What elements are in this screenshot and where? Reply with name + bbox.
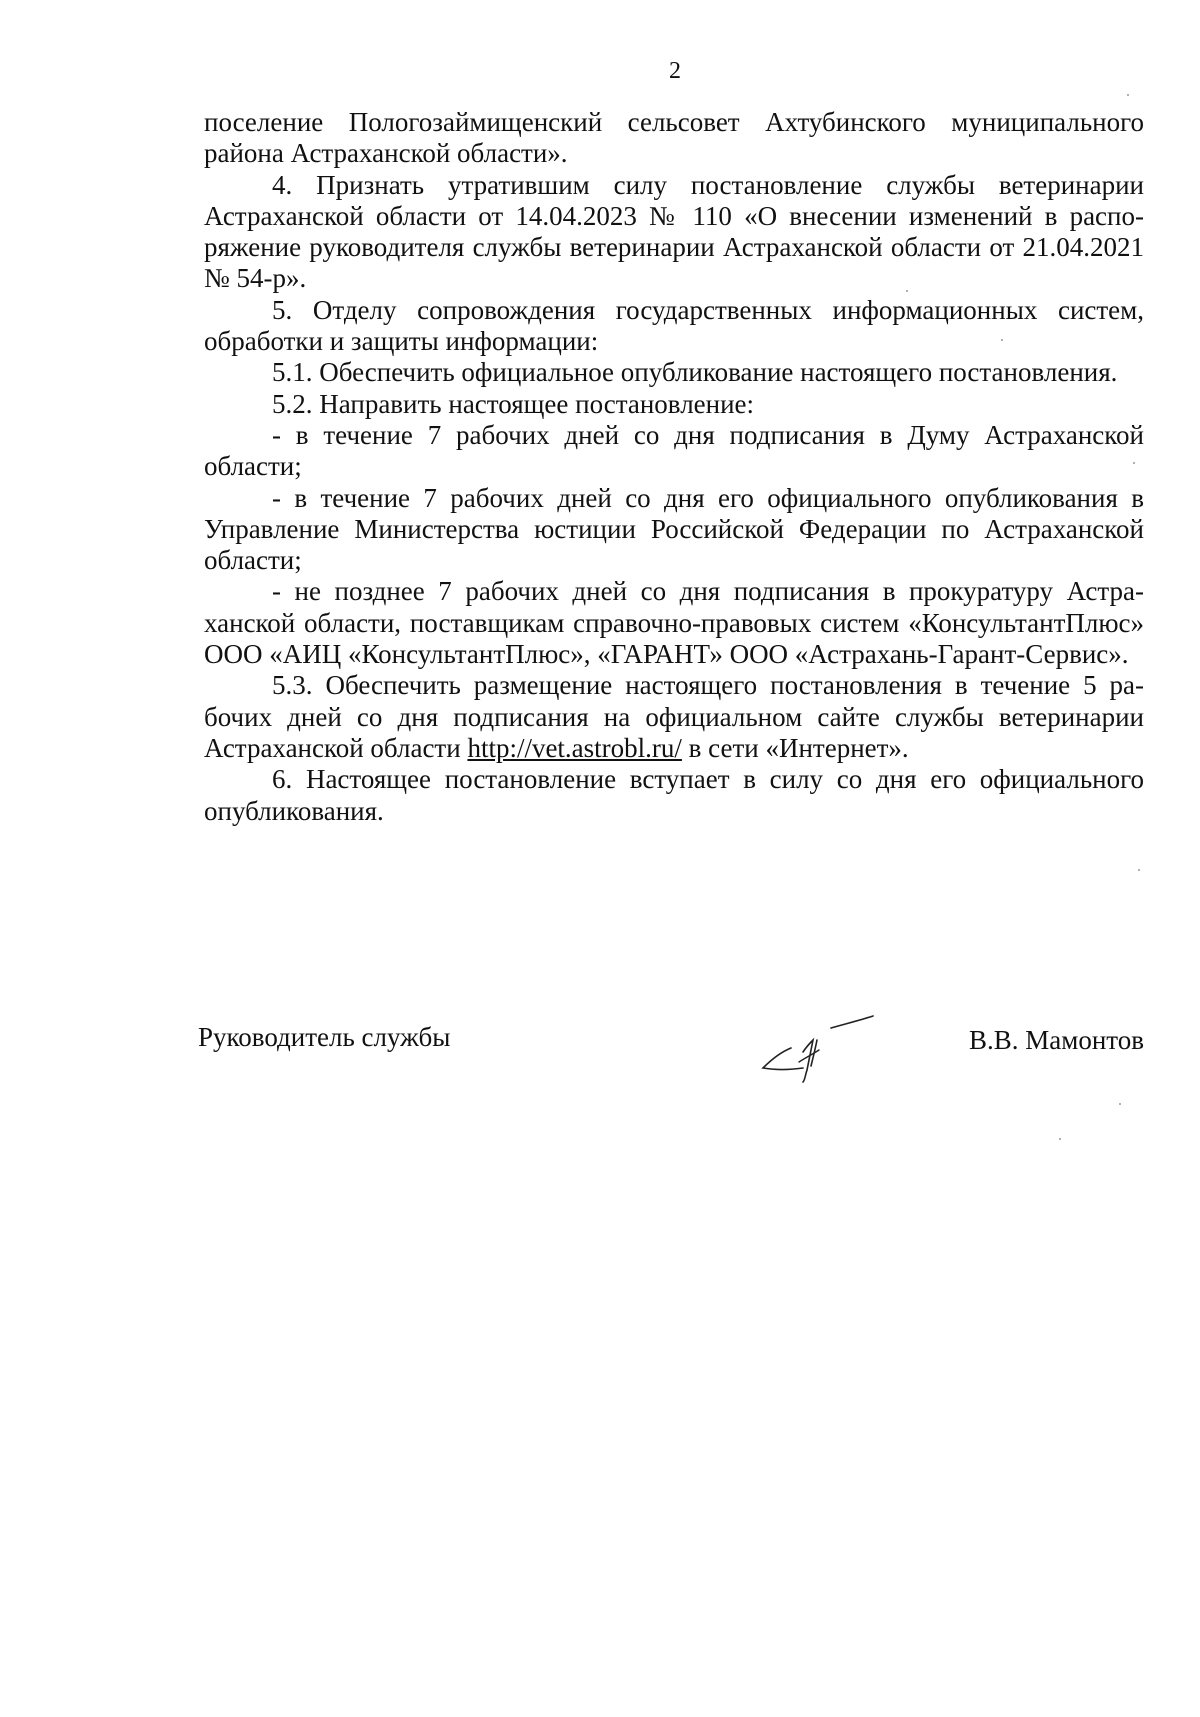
signatory-position: Руководитель службы: [198, 1022, 451, 1052]
page-number: 2: [669, 58, 681, 84]
paragraph-item-5-3-tail: в сети «Интернет».: [681, 732, 909, 763]
website-link[interactable]: http://vet.astrobl.ru/: [467, 732, 682, 763]
handwritten-signature: [733, 1010, 913, 1090]
paragraph-item-5-2-prosecutor: - не позднее 7 рабочих дней со дня подписания в прокуратуру Астраханской области, поставщикам справочно-правовых систем «КонсультантПлюс» ООО «АИЦ «КонсультантПлюс», «ГАРАНТ» ООО «Астрахань-Гарант-Сервис».: [204, 576, 1144, 670]
paragraph-item-5-2-ministry: - в течение 7 рабочих дней со дня его официального опубликования в Управление Министерства юстиции Российской Федерации по Астраханской области;: [204, 482, 1144, 576]
paragraph-item-5-2: 5.2. Направить настоящее постановление:: [272, 388, 755, 419]
paragraph-item-5-3-text: 5.3. Обеспечить размещение настоящего постановления в течение 5 рабочих дней со дня подписания на официальном сайте службы ветеринарии Астраханской области: [204, 670, 1144, 763]
paragraph-item-6: 6. Настоящее постановление вступает в силу со дня его официального опубликования.: [204, 764, 1144, 826]
paragraph-item-5: 5. Отделу сопровождения государственных информационных систем, обработки и защиты информации:: [204, 294, 1144, 357]
signature-block: [198, 1010, 1144, 1090]
paragraph-continuation: поселение Пологозаймищенский сельсовет Ахтубинского муниципального района Астраханской области».: [204, 107, 1144, 169]
paragraph-item-5-2-duma: - в течение 7 рабочих дней со дня подписания в Думу Астраханской области;: [204, 419, 1144, 482]
signatory-name: В.В. Мамонтов: [969, 1025, 1144, 1055]
paragraph-item-4: 4. Признать утратившим силу постановление службы ветеринарии Астраханской области от 14.04.2023 № 110 «О внесении изменений в распоряжение руководителя службы ветеринарии Астраханской области от 21.04.2021 № 54-р».: [204, 169, 1144, 294]
paragraph-item-5-1: 5.1. Обеспечить официальное опубликование настоящего постановления.: [272, 357, 1118, 388]
document-body: [204, 107, 1144, 827]
paragraph-item-5-3: [204, 670, 1144, 764]
